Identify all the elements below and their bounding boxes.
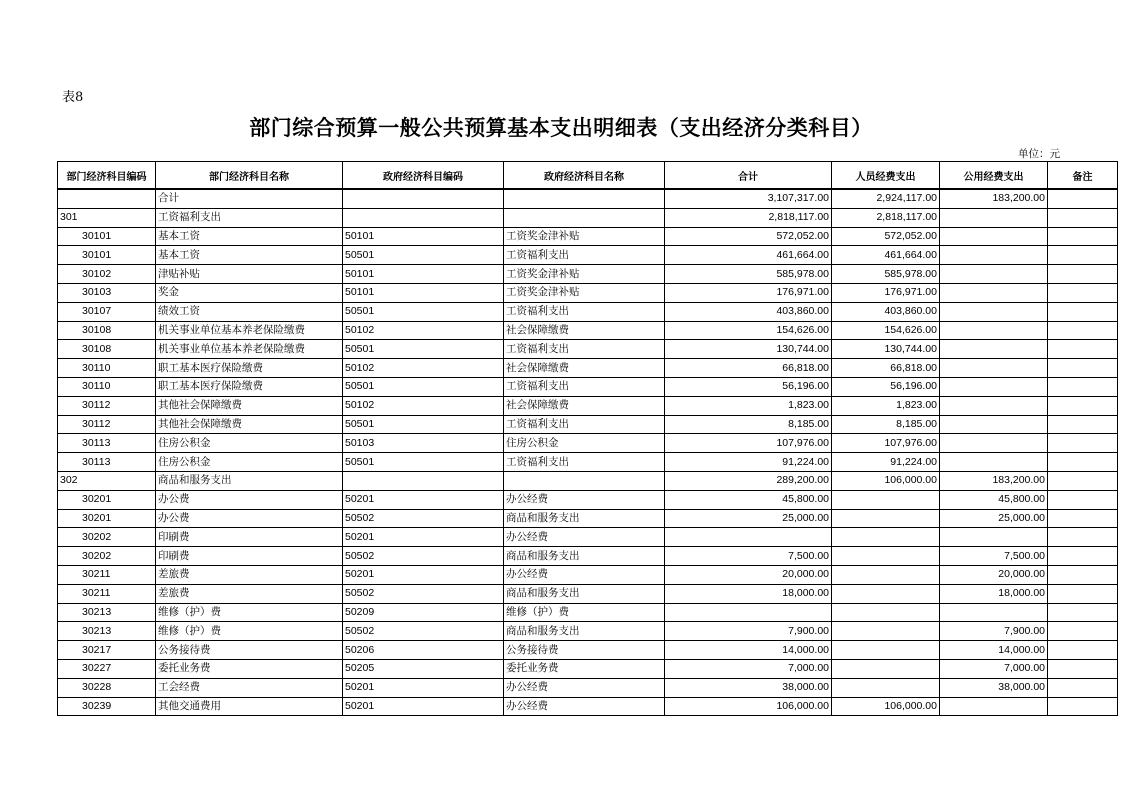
cell-gov-name: 维修（护）费	[504, 603, 665, 622]
cell-dept-name: 其他社会保障缴费	[156, 396, 343, 415]
cell-dept-name: 办公费	[156, 490, 343, 509]
cell-dept-name: 商品和服务支出	[156, 471, 343, 490]
cell-public: 7,900.00	[940, 622, 1048, 641]
cell-note	[1048, 302, 1118, 321]
cell-gov-code: 50206	[343, 641, 504, 660]
cell-dept-name: 奖金	[156, 283, 343, 302]
header-total: 合计	[665, 162, 832, 190]
cell-total	[665, 603, 832, 622]
cell-dept-code: 30201	[58, 509, 156, 528]
page-title: 部门综合预算一般公共预算基本支出明细表（支出经济分类科目）	[249, 115, 873, 140]
cell-gov-code: 50201	[343, 528, 504, 547]
cell-gov-name: 办公经费	[504, 528, 665, 547]
cell-gov-name: 办公经费	[504, 565, 665, 584]
cell-dept-name: 维修（护）费	[156, 622, 343, 641]
table-row	[58, 377, 1118, 396]
table-header	[58, 162, 1118, 190]
cell-dept-code: 30107	[58, 302, 156, 321]
cell-note	[1048, 265, 1118, 284]
cell-total: 38,000.00	[665, 678, 832, 697]
cell-note	[1048, 659, 1118, 678]
table-row	[58, 490, 1118, 509]
cell-gov-code: 50501	[343, 246, 504, 265]
cell-public: 7,000.00	[940, 659, 1048, 678]
cell-gov-name: 工资福利支出	[504, 377, 665, 396]
table-row	[58, 434, 1118, 453]
cell-personnel: 106,000.00	[832, 471, 940, 490]
cell-public	[940, 246, 1048, 265]
cell-dept-code: 30211	[58, 584, 156, 603]
table-row	[58, 189, 1118, 208]
cell-note	[1048, 340, 1118, 359]
cell-total: 572,052.00	[665, 227, 832, 246]
cell-public: 20,000.00	[940, 565, 1048, 584]
cell-total: 91,224.00	[665, 453, 832, 472]
cell-public: 183,200.00	[940, 189, 1048, 208]
cell-gov-name: 商品和服务支出	[504, 584, 665, 603]
cell-dept-code: 30108	[58, 321, 156, 340]
cell-dept-code: 301	[58, 208, 156, 227]
cell-total: 14,000.00	[665, 641, 832, 660]
cell-gov-name: 办公经费	[504, 697, 665, 716]
cell-dept-name: 维修（护）费	[156, 603, 343, 622]
cell-gov-name: 工资福利支出	[504, 246, 665, 265]
cell-personnel	[832, 622, 940, 641]
cell-gov-name: 委托业务费	[504, 659, 665, 678]
cell-dept-name: 基本工资	[156, 246, 343, 265]
cell-total: 176,971.00	[665, 283, 832, 302]
cell-total: 7,900.00	[665, 622, 832, 641]
cell-personnel: 66,818.00	[832, 359, 940, 378]
cell-gov-code: 50102	[343, 396, 504, 415]
budget-detail-table	[57, 161, 1118, 716]
cell-public	[940, 321, 1048, 340]
table-row	[58, 547, 1118, 566]
cell-note	[1048, 246, 1118, 265]
cell-total: 20,000.00	[665, 565, 832, 584]
cell-dept-name: 津贴补贴	[156, 265, 343, 284]
cell-total: 7,000.00	[665, 659, 832, 678]
cell-gov-code: 50205	[343, 659, 504, 678]
cell-public	[940, 603, 1048, 622]
cell-personnel	[832, 509, 940, 528]
cell-personnel	[832, 565, 940, 584]
table-body	[58, 189, 1118, 716]
cell-note	[1048, 453, 1118, 472]
cell-total: 154,626.00	[665, 321, 832, 340]
cell-dept-name: 机关事业单位基本养老保险缴费	[156, 321, 343, 340]
cell-gov-code	[343, 208, 504, 227]
cell-note	[1048, 283, 1118, 302]
cell-note	[1048, 227, 1118, 246]
cell-personnel	[832, 528, 940, 547]
header-gov-name: 政府经济科目名称	[504, 162, 665, 190]
table-row	[58, 227, 1118, 246]
cell-personnel	[832, 678, 940, 697]
cell-gov-name: 办公经费	[504, 678, 665, 697]
cell-dept-code: 30108	[58, 340, 156, 359]
cell-note	[1048, 377, 1118, 396]
cell-note	[1048, 547, 1118, 566]
cell-note	[1048, 565, 1118, 584]
cell-gov-name: 商品和服务支出	[504, 547, 665, 566]
cell-note	[1048, 641, 1118, 660]
cell-dept-code: 30110	[58, 377, 156, 396]
cell-public	[940, 340, 1048, 359]
cell-gov-name: 工资奖金津补贴	[504, 283, 665, 302]
cell-public	[940, 415, 1048, 434]
cell-gov-name: 商品和服务支出	[504, 509, 665, 528]
cell-note	[1048, 490, 1118, 509]
cell-personnel: 8,185.00	[832, 415, 940, 434]
cell-dept-name: 合计	[156, 189, 343, 208]
cell-public	[940, 302, 1048, 321]
cell-dept-name: 工会经费	[156, 678, 343, 697]
cell-gov-code	[343, 189, 504, 208]
cell-dept-name: 其他社会保障缴费	[156, 415, 343, 434]
cell-note	[1048, 208, 1118, 227]
cell-gov-name: 社会保障缴费	[504, 359, 665, 378]
cell-public: 38,000.00	[940, 678, 1048, 697]
table-row	[58, 565, 1118, 584]
header-row	[58, 162, 1118, 190]
cell-dept-name: 差旅费	[156, 565, 343, 584]
cell-gov-code: 50201	[343, 490, 504, 509]
cell-dept-code: 30112	[58, 415, 156, 434]
cell-total: 107,976.00	[665, 434, 832, 453]
cell-total: 66,818.00	[665, 359, 832, 378]
cell-total: 7,500.00	[665, 547, 832, 566]
cell-dept-code: 30202	[58, 528, 156, 547]
cell-public: 25,000.00	[940, 509, 1048, 528]
table-row	[58, 509, 1118, 528]
cell-public	[940, 283, 1048, 302]
header-dept-name: 部门经济科目名称	[156, 162, 343, 190]
cell-personnel: 176,971.00	[832, 283, 940, 302]
table-row	[58, 453, 1118, 472]
cell-total: 403,860.00	[665, 302, 832, 321]
cell-dept-code: 30113	[58, 434, 156, 453]
cell-dept-code: 30101	[58, 246, 156, 265]
cell-dept-code: 30217	[58, 641, 156, 660]
cell-gov-name: 工资福利支出	[504, 302, 665, 321]
cell-total: 18,000.00	[665, 584, 832, 603]
cell-public: 14,000.00	[940, 641, 1048, 660]
table-row	[58, 603, 1118, 622]
cell-public	[940, 359, 1048, 378]
cell-total: 2,818,117.00	[665, 208, 832, 227]
cell-note	[1048, 528, 1118, 547]
cell-total: 45,800.00	[665, 490, 832, 509]
cell-dept-name: 绩效工资	[156, 302, 343, 321]
table-row	[58, 359, 1118, 378]
cell-total: 3,107,317.00	[665, 189, 832, 208]
cell-public: 183,200.00	[940, 471, 1048, 490]
cell-dept-code: 30112	[58, 396, 156, 415]
header-note: 备注	[1048, 162, 1118, 190]
cell-personnel: 461,664.00	[832, 246, 940, 265]
cell-dept-code: 302	[58, 471, 156, 490]
cell-personnel: 2,818,117.00	[832, 208, 940, 227]
cell-total: 1,823.00	[665, 396, 832, 415]
table-row	[58, 471, 1118, 490]
cell-note	[1048, 471, 1118, 490]
cell-dept-name: 差旅费	[156, 584, 343, 603]
header-personnel: 人员经费支出	[832, 162, 940, 190]
cell-note	[1048, 622, 1118, 641]
cell-note	[1048, 189, 1118, 208]
table-row	[58, 321, 1118, 340]
cell-note	[1048, 415, 1118, 434]
table-row	[58, 396, 1118, 415]
table-row	[58, 641, 1118, 660]
cell-note	[1048, 603, 1118, 622]
cell-gov-code: 50502	[343, 547, 504, 566]
cell-total: 130,744.00	[665, 340, 832, 359]
cell-gov-code: 50501	[343, 453, 504, 472]
cell-gov-name: 社会保障缴费	[504, 396, 665, 415]
cell-personnel: 106,000.00	[832, 697, 940, 716]
cell-personnel: 56,196.00	[832, 377, 940, 396]
table-row	[58, 415, 1118, 434]
cell-personnel: 1,823.00	[832, 396, 940, 415]
cell-dept-code: 30101	[58, 227, 156, 246]
cell-note	[1048, 697, 1118, 716]
cell-gov-name: 公务接待费	[504, 641, 665, 660]
cell-total: 106,000.00	[665, 697, 832, 716]
cell-gov-code: 50502	[343, 622, 504, 641]
cell-gov-name: 办公经费	[504, 490, 665, 509]
cell-dept-code: 30103	[58, 283, 156, 302]
cell-personnel: 91,224.00	[832, 453, 940, 472]
cell-total	[665, 528, 832, 547]
cell-public	[940, 265, 1048, 284]
cell-dept-code: 30227	[58, 659, 156, 678]
cell-gov-code: 50502	[343, 509, 504, 528]
cell-gov-code: 50102	[343, 321, 504, 340]
cell-dept-name: 住房公积金	[156, 453, 343, 472]
cell-gov-code: 50502	[343, 584, 504, 603]
cell-gov-code: 50201	[343, 697, 504, 716]
cell-personnel: 107,976.00	[832, 434, 940, 453]
table-row	[58, 584, 1118, 603]
cell-gov-code	[343, 471, 504, 490]
cell-personnel	[832, 547, 940, 566]
cell-gov-name: 工资福利支出	[504, 453, 665, 472]
cell-dept-code: 30113	[58, 453, 156, 472]
cell-personnel: 130,744.00	[832, 340, 940, 359]
cell-personnel	[832, 490, 940, 509]
cell-personnel	[832, 603, 940, 622]
cell-public	[940, 697, 1048, 716]
cell-gov-code: 50501	[343, 415, 504, 434]
cell-gov-name	[504, 208, 665, 227]
cell-dept-code: 30211	[58, 565, 156, 584]
cell-dept-name: 职工基本医疗保险缴费	[156, 377, 343, 396]
cell-note	[1048, 678, 1118, 697]
cell-gov-name: 工资奖金津补贴	[504, 265, 665, 284]
header-gov-code: 政府经济科目编码	[343, 162, 504, 190]
cell-personnel: 2,924,117.00	[832, 189, 940, 208]
header-public: 公用经费支出	[940, 162, 1048, 190]
cell-gov-name: 工资福利支出	[504, 340, 665, 359]
cell-public: 45,800.00	[940, 490, 1048, 509]
cell-dept-code: 30202	[58, 547, 156, 566]
table-row	[58, 678, 1118, 697]
cell-gov-code: 50101	[343, 265, 504, 284]
table-row	[58, 340, 1118, 359]
table-number: 表8	[62, 90, 84, 105]
cell-note	[1048, 321, 1118, 340]
cell-dept-name: 职工基本医疗保险缴费	[156, 359, 343, 378]
cell-note	[1048, 359, 1118, 378]
cell-personnel: 585,978.00	[832, 265, 940, 284]
cell-public	[940, 227, 1048, 246]
cell-gov-name: 商品和服务支出	[504, 622, 665, 641]
cell-dept-code	[58, 189, 156, 208]
cell-dept-name: 办公费	[156, 509, 343, 528]
cell-dept-name: 委托业务费	[156, 659, 343, 678]
cell-gov-name	[504, 471, 665, 490]
cell-gov-code: 50101	[343, 283, 504, 302]
header-dept-code: 部门经济科目编码	[58, 162, 156, 190]
cell-gov-name	[504, 189, 665, 208]
cell-total: 8,185.00	[665, 415, 832, 434]
cell-note	[1048, 509, 1118, 528]
table-row	[58, 208, 1118, 227]
cell-dept-code: 30228	[58, 678, 156, 697]
cell-note	[1048, 584, 1118, 603]
cell-total: 461,664.00	[665, 246, 832, 265]
table-row	[58, 283, 1118, 302]
cell-personnel	[832, 641, 940, 660]
cell-dept-code: 30239	[58, 697, 156, 716]
cell-total: 585,978.00	[665, 265, 832, 284]
cell-gov-code: 50101	[343, 227, 504, 246]
cell-gov-code: 50103	[343, 434, 504, 453]
cell-dept-name: 印刷费	[156, 528, 343, 547]
cell-public: 18,000.00	[940, 584, 1048, 603]
cell-public	[940, 453, 1048, 472]
cell-gov-name: 工资奖金津补贴	[504, 227, 665, 246]
cell-dept-name: 基本工资	[156, 227, 343, 246]
cell-total: 289,200.00	[665, 471, 832, 490]
cell-public	[940, 208, 1048, 227]
cell-gov-code: 50209	[343, 603, 504, 622]
cell-gov-name: 工资福利支出	[504, 415, 665, 434]
cell-public: 7,500.00	[940, 547, 1048, 566]
table-row	[58, 659, 1118, 678]
table-row	[58, 302, 1118, 321]
table-row	[58, 246, 1118, 265]
cell-dept-name: 公务接待费	[156, 641, 343, 660]
unit-label: 单位：元	[1018, 148, 1060, 160]
cell-personnel: 403,860.00	[832, 302, 940, 321]
cell-personnel	[832, 584, 940, 603]
cell-total: 56,196.00	[665, 377, 832, 396]
table-row	[58, 697, 1118, 716]
cell-personnel	[832, 659, 940, 678]
cell-dept-name: 机关事业单位基本养老保险缴费	[156, 340, 343, 359]
cell-personnel: 154,626.00	[832, 321, 940, 340]
table-row	[58, 622, 1118, 641]
table-row	[58, 528, 1118, 547]
cell-dept-name: 工资福利支出	[156, 208, 343, 227]
cell-dept-code: 30201	[58, 490, 156, 509]
cell-dept-code: 30110	[58, 359, 156, 378]
cell-dept-name: 印刷费	[156, 547, 343, 566]
cell-dept-code: 30213	[58, 622, 156, 641]
cell-personnel: 572,052.00	[832, 227, 940, 246]
cell-note	[1048, 396, 1118, 415]
cell-dept-name: 其他交通费用	[156, 697, 343, 716]
cell-gov-code: 50201	[343, 678, 504, 697]
cell-dept-code: 30213	[58, 603, 156, 622]
cell-gov-code: 50501	[343, 340, 504, 359]
cell-public	[940, 396, 1048, 415]
cell-dept-code: 30102	[58, 265, 156, 284]
cell-gov-code: 50501	[343, 377, 504, 396]
cell-gov-name: 社会保障缴费	[504, 321, 665, 340]
cell-gov-code: 50501	[343, 302, 504, 321]
cell-note	[1048, 434, 1118, 453]
cell-public	[940, 434, 1048, 453]
cell-public	[940, 528, 1048, 547]
table-row	[58, 265, 1118, 284]
cell-gov-code: 50102	[343, 359, 504, 378]
cell-dept-name: 住房公积金	[156, 434, 343, 453]
cell-public	[940, 377, 1048, 396]
cell-total: 25,000.00	[665, 509, 832, 528]
cell-gov-name: 住房公积金	[504, 434, 665, 453]
cell-gov-code: 50201	[343, 565, 504, 584]
